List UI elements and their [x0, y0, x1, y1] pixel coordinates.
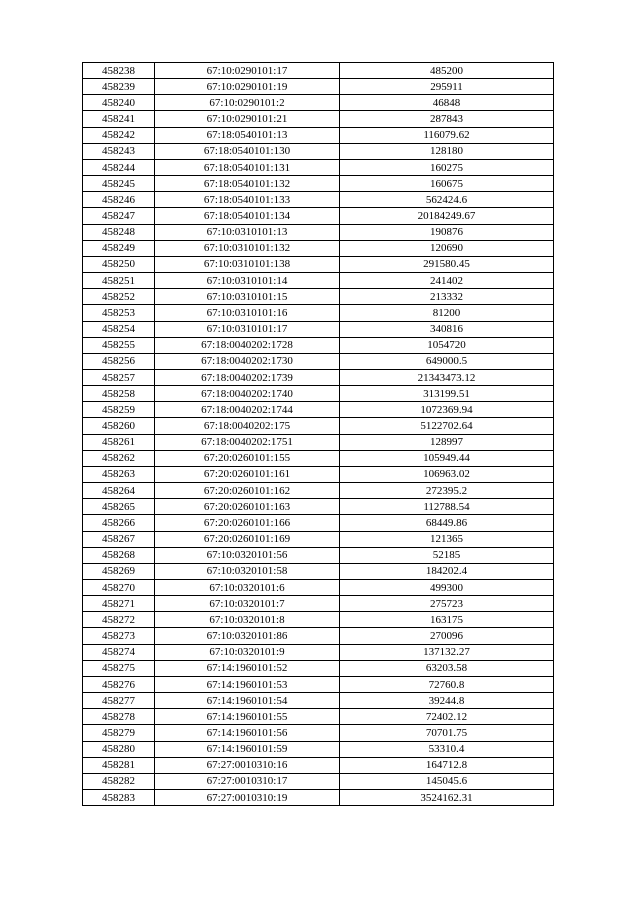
- row-number-cell: 458241: [83, 111, 155, 127]
- cadastral-number-cell: 67:18:0540101:132: [155, 176, 340, 192]
- cadastral-number-cell: 67:18:0540101:131: [155, 159, 340, 175]
- table-row: [83, 273, 554, 289]
- registry-table: [82, 62, 554, 806]
- row-number-cell: 458257: [83, 369, 155, 385]
- value-cell: 72760.8: [340, 676, 554, 692]
- value-cell: 128997: [340, 434, 554, 450]
- row-number-cell: 458254: [83, 321, 155, 337]
- cadastral-number-cell: 67:18:0540101:130: [155, 143, 340, 159]
- row-number-cell: 458277: [83, 693, 155, 709]
- table-row: [83, 321, 554, 337]
- table-row: [83, 240, 554, 256]
- value-cell: 287843: [340, 111, 554, 127]
- cadastral-number-cell: 67:18:0040202:1740: [155, 386, 340, 402]
- cadastral-number-cell: 67:18:0040202:1739: [155, 369, 340, 385]
- value-cell: 63203.58: [340, 660, 554, 676]
- value-cell: 313199.51: [340, 386, 554, 402]
- table-row: [83, 111, 554, 127]
- value-cell: 52185: [340, 547, 554, 563]
- cadastral-number-cell: 67:10:0320101:7: [155, 596, 340, 612]
- row-number-cell: 458268: [83, 547, 155, 563]
- cadastral-number-cell: 67:20:0260101:162: [155, 483, 340, 499]
- value-cell: 72402.12: [340, 709, 554, 725]
- table-row: [83, 143, 554, 159]
- cadastral-number-cell: 67:10:0310101:15: [155, 289, 340, 305]
- table-row: [83, 660, 554, 676]
- cadastral-number-cell: 67:14:1960101:56: [155, 725, 340, 741]
- cadastral-number-cell: 67:18:0040202:1728: [155, 337, 340, 353]
- table-row: [83, 693, 554, 709]
- table-row: [83, 676, 554, 692]
- row-number-cell: 458270: [83, 580, 155, 596]
- row-number-cell: 458251: [83, 273, 155, 289]
- cadastral-number-cell: 67:10:0320101:9: [155, 644, 340, 660]
- table-row: [83, 709, 554, 725]
- value-cell: 112788.54: [340, 499, 554, 515]
- table-row: [83, 289, 554, 305]
- cadastral-number-cell: 67:10:0310101:132: [155, 240, 340, 256]
- row-number-cell: 458265: [83, 499, 155, 515]
- table-row: [83, 305, 554, 321]
- cadastral-number-cell: 67:27:0010310:16: [155, 757, 340, 773]
- row-number-cell: 458275: [83, 660, 155, 676]
- table-row: [83, 499, 554, 515]
- value-cell: 21343473.12: [340, 369, 554, 385]
- table-row: [83, 628, 554, 644]
- cadastral-number-cell: 67:14:1960101:53: [155, 676, 340, 692]
- table-row: [83, 483, 554, 499]
- row-number-cell: 458245: [83, 176, 155, 192]
- value-cell: 46848: [340, 95, 554, 111]
- cadastral-number-cell: 67:18:0540101:134: [155, 208, 340, 224]
- cadastral-number-cell: 67:18:0540101:13: [155, 127, 340, 143]
- cadastral-number-cell: 67:20:0260101:169: [155, 531, 340, 547]
- value-cell: 164712.8: [340, 757, 554, 773]
- cadastral-number-cell: 67:14:1960101:52: [155, 660, 340, 676]
- row-number-cell: 458244: [83, 159, 155, 175]
- value-cell: 160675: [340, 176, 554, 192]
- table-row: [83, 757, 554, 773]
- row-number-cell: 458269: [83, 563, 155, 579]
- value-cell: 241402: [340, 273, 554, 289]
- table-row: [83, 563, 554, 579]
- registry-table-body: [83, 63, 554, 806]
- cadastral-number-cell: 67:18:0540101:133: [155, 192, 340, 208]
- value-cell: 137132.27: [340, 644, 554, 660]
- table-row: [83, 434, 554, 450]
- value-cell: 145045.6: [340, 773, 554, 789]
- value-cell: 184202.4: [340, 563, 554, 579]
- row-number-cell: 458271: [83, 596, 155, 612]
- row-number-cell: 458248: [83, 224, 155, 240]
- row-number-cell: 458282: [83, 773, 155, 789]
- row-number-cell: 458249: [83, 240, 155, 256]
- value-cell: 39244.8: [340, 693, 554, 709]
- row-number-cell: 458264: [83, 483, 155, 499]
- cadastral-number-cell: 67:10:0310101:16: [155, 305, 340, 321]
- cadastral-number-cell: 67:10:0290101:17: [155, 63, 340, 79]
- table-row: [83, 466, 554, 482]
- cadastral-number-cell: 67:27:0010310:19: [155, 790, 340, 806]
- cadastral-number-cell: 67:10:0310101:17: [155, 321, 340, 337]
- value-cell: 485200: [340, 63, 554, 79]
- cadastral-number-cell: 67:10:0290101:2: [155, 95, 340, 111]
- row-number-cell: 458252: [83, 289, 155, 305]
- value-cell: 120690: [340, 240, 554, 256]
- cadastral-number-cell: 67:14:1960101:59: [155, 741, 340, 757]
- value-cell: 70701.75: [340, 725, 554, 741]
- row-number-cell: 458260: [83, 418, 155, 434]
- cadastral-number-cell: 67:18:0040202:175: [155, 418, 340, 434]
- value-cell: 163175: [340, 612, 554, 628]
- value-cell: 5122702.64: [340, 418, 554, 434]
- value-cell: 53310.4: [340, 741, 554, 757]
- cadastral-number-cell: 67:20:0260101:155: [155, 450, 340, 466]
- table-row: [83, 773, 554, 789]
- table-row: [83, 402, 554, 418]
- cadastral-number-cell: 67:20:0260101:163: [155, 499, 340, 515]
- row-number-cell: 458240: [83, 95, 155, 111]
- value-cell: 649000.5: [340, 353, 554, 369]
- cadastral-number-cell: 67:18:0040202:1751: [155, 434, 340, 450]
- row-number-cell: 458281: [83, 757, 155, 773]
- value-cell: 1072369.94: [340, 402, 554, 418]
- value-cell: 1054720: [340, 337, 554, 353]
- row-number-cell: 458273: [83, 628, 155, 644]
- table-row: [83, 644, 554, 660]
- value-cell: 128180: [340, 143, 554, 159]
- table-row: [83, 256, 554, 272]
- cadastral-number-cell: 67:10:0310101:13: [155, 224, 340, 240]
- table-row: [83, 353, 554, 369]
- table-row: [83, 741, 554, 757]
- cadastral-number-cell: 67:10:0320101:8: [155, 612, 340, 628]
- table-row: [83, 450, 554, 466]
- table-row: [83, 596, 554, 612]
- cadastral-number-cell: 67:10:0320101:58: [155, 563, 340, 579]
- row-number-cell: 458276: [83, 676, 155, 692]
- row-number-cell: 458267: [83, 531, 155, 547]
- value-cell: 340816: [340, 321, 554, 337]
- cadastral-number-cell: 67:20:0260101:161: [155, 466, 340, 482]
- row-number-cell: 458274: [83, 644, 155, 660]
- table-row: [83, 208, 554, 224]
- row-number-cell: 458280: [83, 741, 155, 757]
- row-number-cell: 458262: [83, 450, 155, 466]
- row-number-cell: 458259: [83, 402, 155, 418]
- cadastral-number-cell: 67:10:0290101:19: [155, 79, 340, 95]
- table-row: [83, 63, 554, 79]
- row-number-cell: 458242: [83, 127, 155, 143]
- row-number-cell: 458247: [83, 208, 155, 224]
- row-number-cell: 458250: [83, 256, 155, 272]
- row-number-cell: 458255: [83, 337, 155, 353]
- cadastral-number-cell: 67:10:0310101:14: [155, 273, 340, 289]
- row-number-cell: 458278: [83, 709, 155, 725]
- row-number-cell: 458263: [83, 466, 155, 482]
- cadastral-number-cell: 67:10:0320101:6: [155, 580, 340, 596]
- value-cell: 116079.62: [340, 127, 554, 143]
- value-cell: 291580.45: [340, 256, 554, 272]
- table-row: [83, 515, 554, 531]
- value-cell: 499300: [340, 580, 554, 596]
- table-row: [83, 725, 554, 741]
- value-cell: 68449.86: [340, 515, 554, 531]
- value-cell: 272395.2: [340, 483, 554, 499]
- value-cell: 20184249.67: [340, 208, 554, 224]
- table-row: [83, 612, 554, 628]
- table-row: [83, 337, 554, 353]
- row-number-cell: 458253: [83, 305, 155, 321]
- table-row: [83, 531, 554, 547]
- value-cell: 105949.44: [340, 450, 554, 466]
- value-cell: 190876: [340, 224, 554, 240]
- cadastral-number-cell: 67:10:0290101:21: [155, 111, 340, 127]
- value-cell: 213332: [340, 289, 554, 305]
- value-cell: 81200: [340, 305, 554, 321]
- cadastral-number-cell: 67:10:0320101:56: [155, 547, 340, 563]
- value-cell: 275723: [340, 596, 554, 612]
- row-number-cell: 458279: [83, 725, 155, 741]
- cadastral-number-cell: 67:10:0320101:86: [155, 628, 340, 644]
- table-row: [83, 386, 554, 402]
- value-cell: 270096: [340, 628, 554, 644]
- row-number-cell: 458238: [83, 63, 155, 79]
- value-cell: 295911: [340, 79, 554, 95]
- row-number-cell: 458283: [83, 790, 155, 806]
- cadastral-number-cell: 67:14:1960101:55: [155, 709, 340, 725]
- row-number-cell: 458266: [83, 515, 155, 531]
- value-cell: 121365: [340, 531, 554, 547]
- cadastral-number-cell: 67:20:0260101:166: [155, 515, 340, 531]
- value-cell: 160275: [340, 159, 554, 175]
- value-cell: 3524162.31: [340, 790, 554, 806]
- table-row: [83, 159, 554, 175]
- table-row: [83, 127, 554, 143]
- table-row: [83, 176, 554, 192]
- cadastral-number-cell: 67:10:0310101:138: [155, 256, 340, 272]
- table-row: [83, 547, 554, 563]
- table-row: [83, 192, 554, 208]
- row-number-cell: 458261: [83, 434, 155, 450]
- table-row: [83, 224, 554, 240]
- table-row: [83, 580, 554, 596]
- cadastral-number-cell: 67:18:0040202:1730: [155, 353, 340, 369]
- table-row: [83, 79, 554, 95]
- row-number-cell: 458272: [83, 612, 155, 628]
- row-number-cell: 458256: [83, 353, 155, 369]
- table-row: [83, 418, 554, 434]
- value-cell: 562424.6: [340, 192, 554, 208]
- cadastral-number-cell: 67:27:0010310:17: [155, 773, 340, 789]
- table-row: [83, 369, 554, 385]
- cadastral-number-cell: 67:14:1960101:54: [155, 693, 340, 709]
- row-number-cell: 458243: [83, 143, 155, 159]
- value-cell: 106963.02: [340, 466, 554, 482]
- cadastral-number-cell: 67:18:0040202:1744: [155, 402, 340, 418]
- row-number-cell: 458258: [83, 386, 155, 402]
- row-number-cell: 458239: [83, 79, 155, 95]
- row-number-cell: 458246: [83, 192, 155, 208]
- table-row: [83, 95, 554, 111]
- table-row: [83, 790, 554, 806]
